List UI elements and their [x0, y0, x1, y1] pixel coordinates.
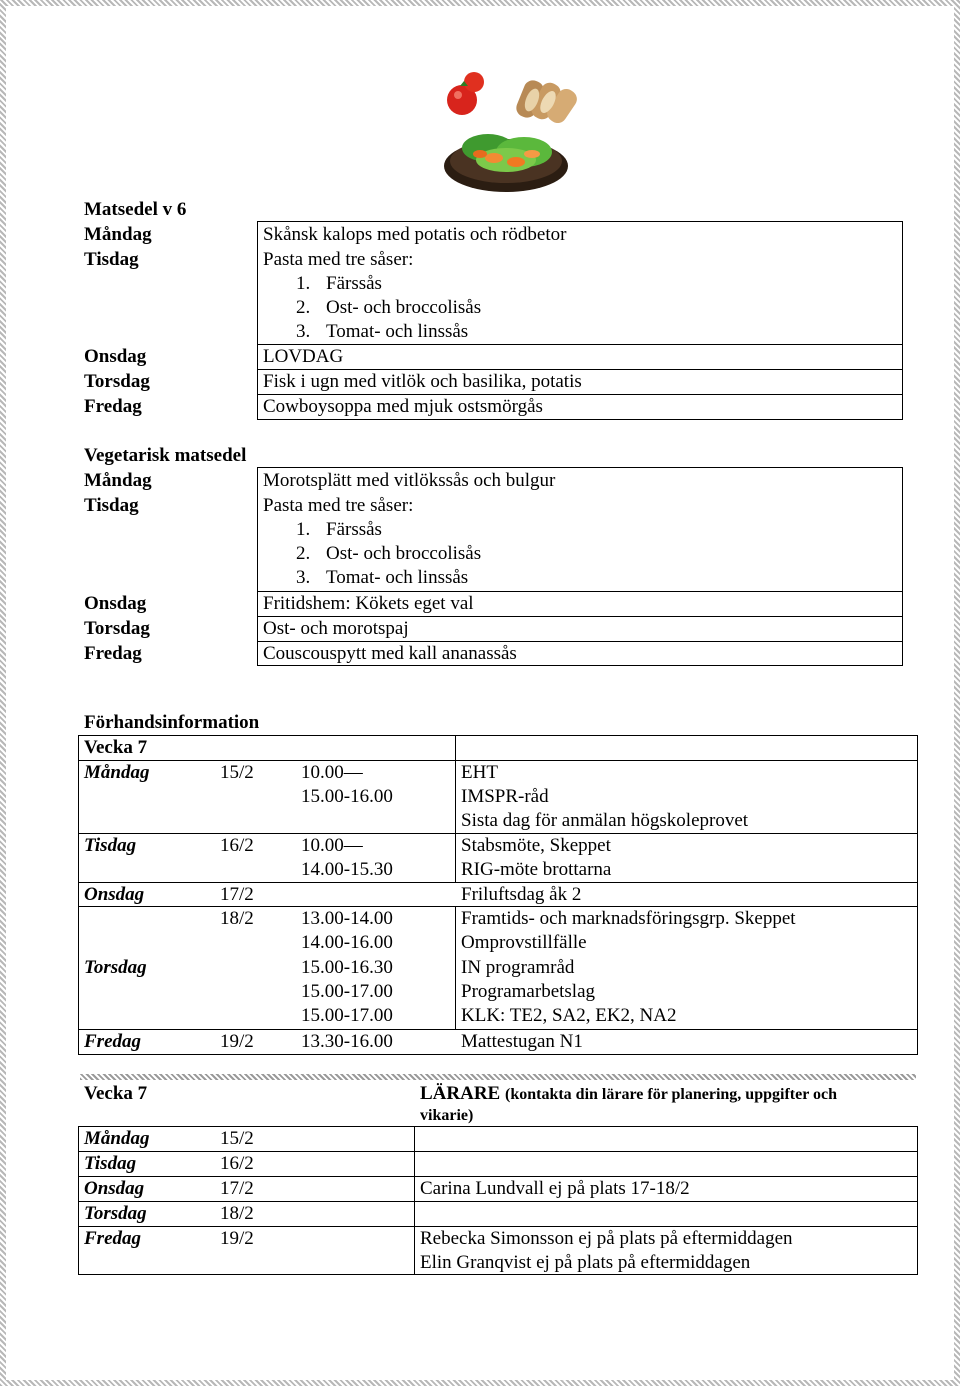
teachers-day-thursday: Torsdag [84, 1203, 147, 1224]
info-time: 15.00-17.00 [301, 981, 393, 1002]
info-day-monday: Måndag [84, 762, 150, 783]
info-event: EHT [461, 762, 498, 783]
teachers-day-tuesday: Tisdag [84, 1153, 137, 1174]
info-event: RIG-möte brottarna [461, 859, 612, 880]
teachers-day-monday: Måndag [84, 1128, 150, 1149]
teachers-day-friday: Fredag [84, 1228, 141, 1249]
teachers-note: Rebecka Simonsson ej på plats på eftermiddagen [420, 1228, 793, 1249]
info-date: 15/2 [220, 762, 254, 783]
menu-sauce-number: 1. [296, 273, 311, 294]
menu-dish-friday: Cowboysoppa med mjuk ostsmörgås [263, 396, 543, 417]
menu-dish-wednesday: LOVDAG [263, 346, 344, 367]
veg-menu-title: Vegetarisk matsedel [84, 445, 247, 466]
info-event: Mattestugan N1 [461, 1031, 583, 1052]
menu-dish-tuesday: Pasta med tre såser: [263, 249, 414, 270]
teachers-note: Carina Lundvall ej på plats 17-18/2 [420, 1178, 690, 1199]
veg-dish-wednesday: Fritidshem: Kökets eget val [263, 593, 474, 614]
info-time: 10.00— [301, 835, 363, 856]
menu-sauce-item: Tomat- och linssås [326, 321, 469, 342]
info-date: 18/2 [220, 908, 254, 929]
info-week: Vecka 7 [84, 737, 148, 758]
info-date: 17/2 [220, 884, 254, 905]
veg-sauce-number: 1. [296, 519, 311, 540]
menu-sauce-item: Färssås [326, 273, 382, 294]
info-time: 14.00-15.30 [301, 859, 393, 880]
info-time: 10.00— [301, 762, 363, 783]
teachers-heading [420, 1083, 837, 1105]
veg-sauce-item: Tomat- och linssås [326, 567, 469, 588]
section-divider [80, 1074, 916, 1080]
menu-title: Matsedel v 6 [84, 199, 187, 220]
info-time: 13.00-14.00 [301, 908, 393, 929]
veg-sauce-number: 3. [296, 567, 311, 588]
menu-dish-monday: Skånsk kalops med potatis och rödbetor [263, 224, 567, 245]
salad-plate-illustration [436, 68, 578, 196]
info-event: Omprovstillfälle [461, 932, 587, 953]
teachers-note: Elin Granqvist ej på plats på eftermiddagen [420, 1252, 751, 1273]
info-event: Friluftsdag åk 2 [461, 884, 582, 905]
info-event: IN programråd [461, 957, 575, 978]
teachers-heading-note: (kontakta din lärare för planering, uppgifter och [504, 1086, 838, 1103]
info-day-thursday: Torsdag [84, 957, 147, 978]
teachers-date: 18/2 [220, 1203, 254, 1224]
info-event: Programarbetslag [461, 981, 596, 1002]
teachers-date: 15/2 [220, 1128, 254, 1149]
veg-day-wednesday: Onsdag [84, 593, 147, 614]
info-day-tuesday: Tisdag [84, 835, 137, 856]
info-date: 19/2 [220, 1031, 254, 1052]
menu-day-friday: Fredag [84, 396, 142, 417]
teachers-date: 19/2 [220, 1228, 254, 1249]
veg-sauce-item: Färssås [326, 519, 382, 540]
info-time: 14.00-16.00 [301, 932, 393, 953]
teachers-date: 17/2 [220, 1178, 254, 1199]
veg-day-tuesday: Tisdag [84, 495, 139, 516]
info-title: Förhandsinformation [84, 712, 260, 733]
veg-dish-monday: Morotsplätt med vitlökssås och bulgur [263, 470, 556, 491]
info-time: 15.00-17.00 [301, 1005, 393, 1026]
menu-sauce-number: 2. [296, 297, 311, 318]
info-event: KLK: TE2, SA2, EK2, NA2 [461, 1005, 677, 1026]
veg-dish-tuesday: Pasta med tre såser: [263, 495, 414, 516]
info-day-wednesday: Onsdag [84, 884, 145, 905]
menu-day-thursday: Torsdag [84, 371, 150, 392]
veg-day-friday: Fredag [84, 643, 142, 664]
teachers-week: Vecka 7 [84, 1083, 148, 1104]
veg-day-monday: Måndag [84, 470, 152, 491]
info-event: Framtids- och marknadsföringsgrp. Skeppet [461, 908, 796, 929]
teachers-day-wednesday: Onsdag [84, 1178, 145, 1199]
menu-day-monday: Måndag [84, 224, 152, 245]
menu-day-wednesday: Onsdag [84, 346, 147, 367]
menu-day-tuesday: Tisdag [84, 249, 139, 270]
veg-dish-thursday: Ost- och morotspaj [263, 618, 409, 639]
teachers-heading-note-cont: vikarie) [420, 1107, 474, 1124]
info-event: Stabsmöte, Skeppet [461, 835, 611, 856]
veg-dish-friday: Couscouspytt med kall ananassås [263, 643, 517, 664]
info-time: 15.00-16.00 [301, 786, 393, 807]
info-day-friday: Fredag [84, 1031, 141, 1052]
veg-sauce-number: 2. [296, 543, 311, 564]
menu-dish-thursday: Fisk i ugn med vitlök och basilika, potatis [263, 371, 582, 392]
teachers-date: 16/2 [220, 1153, 254, 1174]
veg-sauce-item: Ost- och broccolisås [326, 543, 482, 564]
info-time: 15.00-16.30 [301, 957, 393, 978]
info-date: 16/2 [220, 835, 254, 856]
info-event: Sista dag för anmälan högskoleprovet [461, 810, 749, 831]
info-time: 13.30-16.00 [301, 1031, 393, 1052]
menu-sauce-item: Ost- och broccolisås [326, 297, 482, 318]
menu-sauce-number: 3. [296, 321, 311, 342]
teachers-heading-label: LÄRARE [420, 1083, 501, 1104]
info-event: IMSPR-råd [461, 786, 549, 807]
veg-day-thursday: Torsdag [84, 618, 150, 639]
